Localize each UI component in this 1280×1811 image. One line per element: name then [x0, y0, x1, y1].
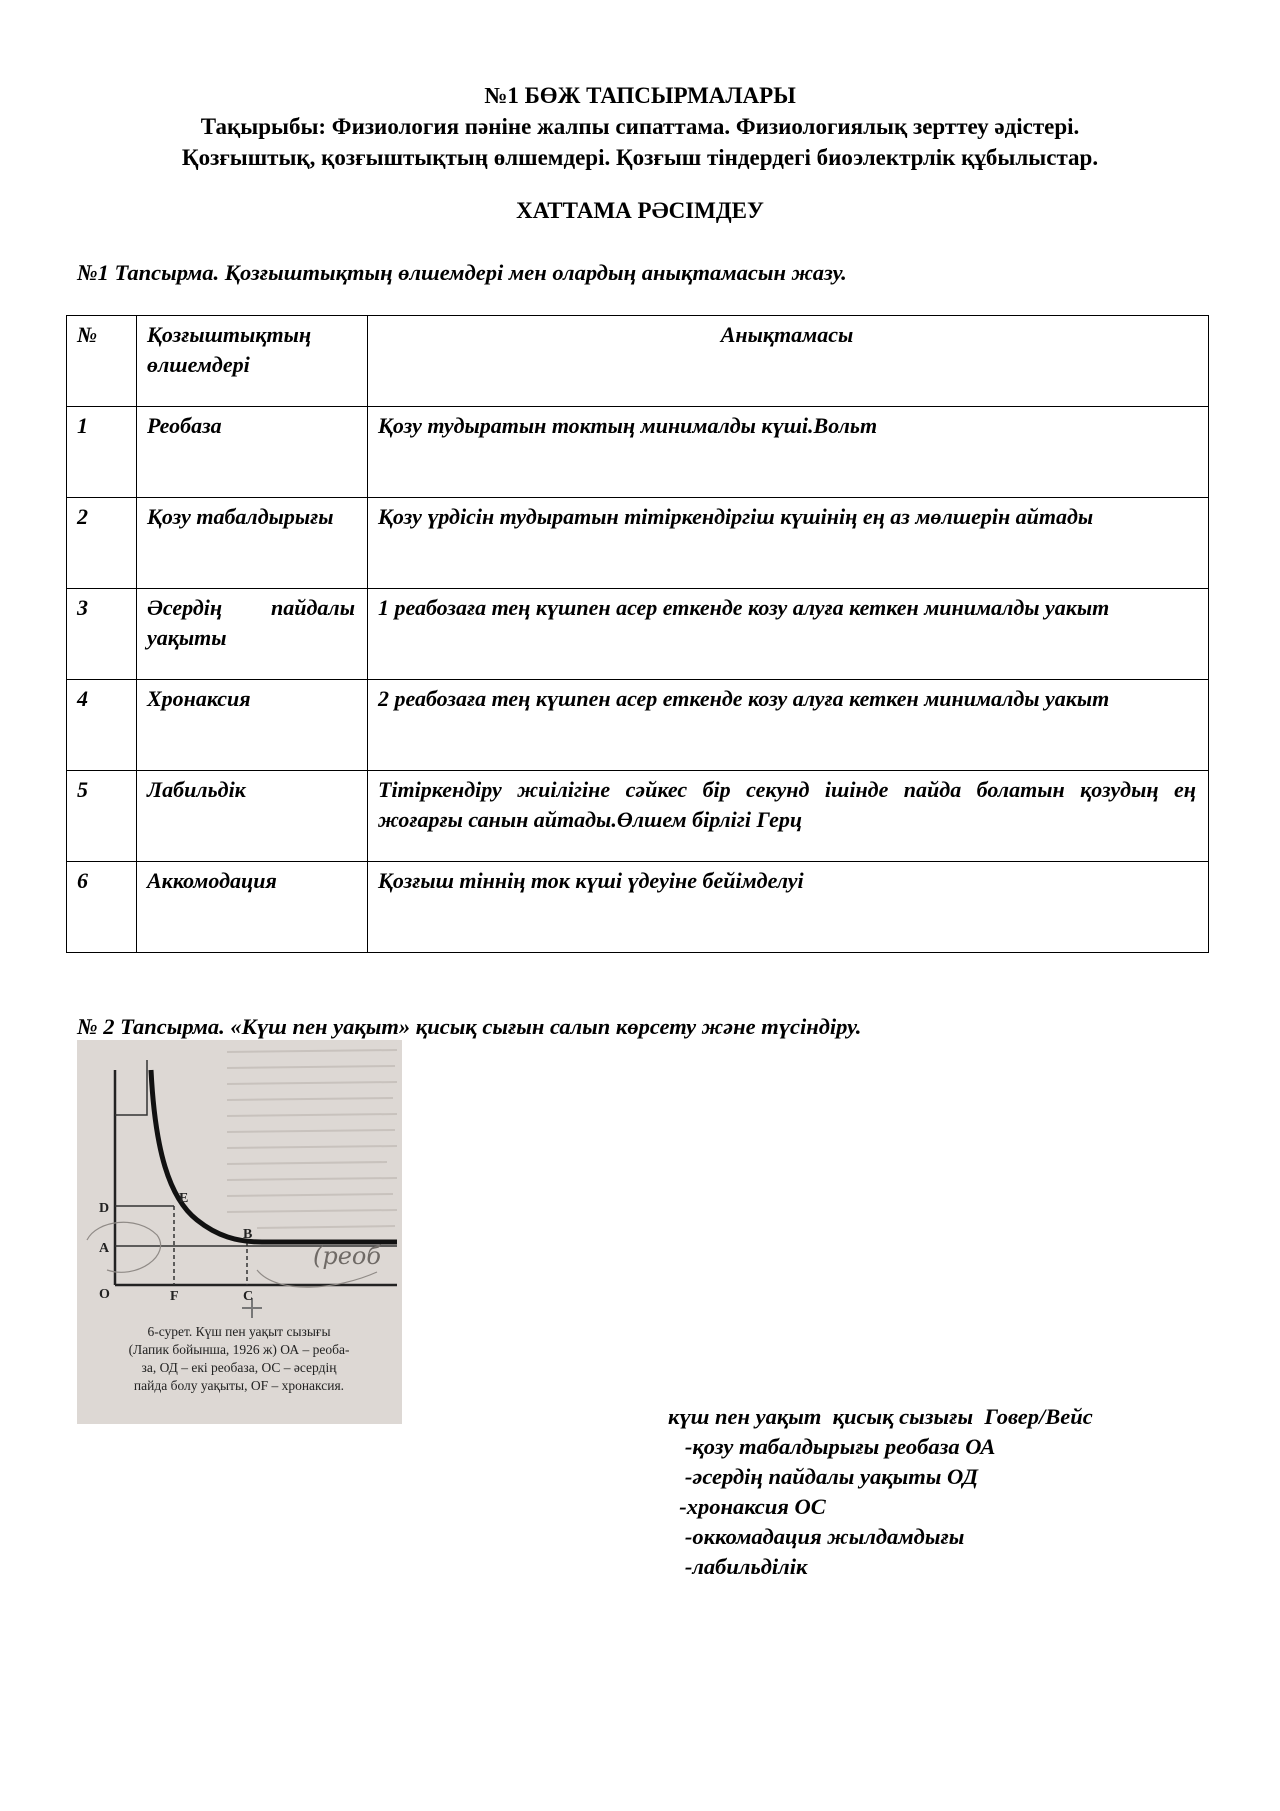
- table-row: [67, 498, 1209, 589]
- caption-line-1: 6-сурет. Күш пен уақыт сызығы: [147, 1324, 331, 1339]
- topic-line-1: Тақырыбы: Физиология пәніне жалпы сипаттама. Физиологиялық зерттеу әдістері.: [200, 114, 1080, 139]
- row-num: 1: [67, 407, 137, 498]
- row-definition: Қозғыш тіннің ток күші үдеуіне бейімделуі: [368, 862, 1209, 953]
- table-row: [67, 407, 1209, 498]
- notes-line: -әсердің пайдалы уақыты ОД: [668, 1464, 979, 1489]
- notes-line: -лабильділік: [668, 1554, 808, 1579]
- task1-title: №1 Тапсырма. Қозғыштықтың өлшемдері мен олардың анықтамасын жазу.: [77, 260, 847, 285]
- row-parameter: Әсердің пайдалы уақыты: [137, 589, 368, 680]
- label-B: B: [243, 1227, 253, 1242]
- notes-line: -қозу табалдырығы реобаза ОА: [668, 1434, 996, 1459]
- notes-line: -хронаксия ОС: [668, 1494, 826, 1519]
- label-A: A: [99, 1241, 110, 1256]
- notes-line: -оккомадация жылдамдығы: [668, 1524, 965, 1549]
- notes-line: күш пен уақыт қисық сызығы Говер/Вейс: [668, 1404, 1093, 1429]
- row-definition: Тітіркендіру жиілігіне сәйкес бір секунд ішінде пайда болатын қозудың ең жоғарғы санын айтады.Өлшем бірлігі Герц: [368, 771, 1209, 862]
- table-row: [67, 862, 1209, 953]
- row-definition: Қозу тудыратын токтың минималды күші.Вольт: [368, 407, 1209, 498]
- caption-line-2: (Лапик бойынша, 1926 ж) ОА – реоба-: [128, 1342, 350, 1357]
- row-num: 2: [67, 498, 137, 589]
- table-row: [67, 771, 1209, 862]
- handwritten-note: (реоб: [313, 1242, 382, 1270]
- row-parameter: Хронаксия: [137, 680, 368, 771]
- row-num: 6: [67, 862, 137, 953]
- topic-line-2: Қозғыштық, қозғыштықтың өлшемдері. Қозғыш тіндердегі биоэлектрлік құбылыстар.: [181, 145, 1099, 170]
- document-header: [0, 80, 1280, 173]
- row-parameter: Қозу табалдырығы: [137, 498, 368, 589]
- table-header-row: [67, 316, 1209, 407]
- label-O: O: [99, 1287, 110, 1302]
- label-E: E: [179, 1191, 189, 1206]
- row-num: 3: [67, 589, 137, 680]
- strength-duration-curve-photo: [77, 1040, 402, 1424]
- label-C: C: [243, 1289, 254, 1304]
- row-num: 5: [67, 771, 137, 862]
- header-parameter: Қозғыштықтың өлшемдері: [137, 316, 368, 407]
- label-D: D: [99, 1201, 110, 1216]
- row-definition: Қозу үрдісін тудыратын тітіркендіргіш күшінің ең аз мөлшерін айтады: [368, 498, 1209, 589]
- table-row: [67, 589, 1209, 680]
- row-parameter: Аккомодация: [137, 862, 368, 953]
- task2-title: № 2 Тапсырма. «Күш пен уақыт» қисық сығын салып көрсету және түсіндіру.: [77, 1014, 862, 1039]
- row-definition: 2 реабозаға тең күшпен асер еткенде козу алуға кеткен минималды уакыт: [368, 680, 1209, 771]
- parameters-table: [66, 315, 1209, 953]
- section-title: ХАТТАМА РӘСІМДЕУ: [516, 198, 764, 223]
- row-num: 4: [67, 680, 137, 771]
- caption-line-3: за, ОД – екі реобаза, ОС – әсердің: [141, 1360, 337, 1375]
- label-F: F: [170, 1289, 179, 1304]
- table-row: [67, 680, 1209, 771]
- header-num: №: [67, 316, 137, 407]
- caption-line-4: пайда болу уақыты, OF – хронаксия.: [133, 1378, 345, 1393]
- row-parameter: Реобаза: [137, 407, 368, 498]
- row-definition: 1 реабозаға тең күшпен асер еткенде козу алуға кеткен минималды уакыт: [368, 589, 1209, 680]
- row-parameter: Лабильдік: [137, 771, 368, 862]
- document-title: №1 БӨЖ ТАПСЫРМАЛАРЫ: [484, 83, 796, 108]
- header-definition: Анықтамасы: [368, 316, 1209, 407]
- curve-notes: [668, 1402, 1093, 1582]
